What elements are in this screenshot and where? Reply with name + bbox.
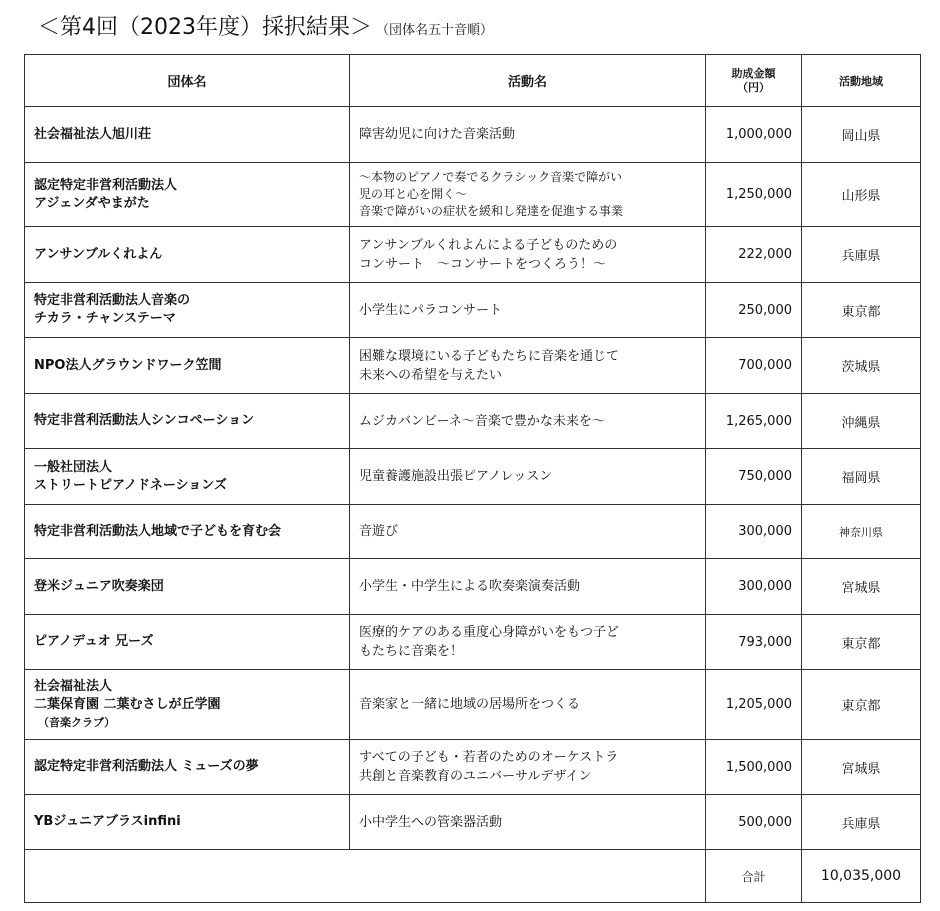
- region-cell: 沖縄県: [802, 394, 921, 449]
- org-name: チカラ・チャンステーマ: [34, 311, 176, 326]
- activity-cell: [350, 163, 706, 227]
- activity-cell: [350, 227, 706, 283]
- table-row: [25, 559, 921, 615]
- org-cell: [25, 227, 350, 283]
- activity-cell: [350, 740, 706, 795]
- results-table: [24, 54, 921, 903]
- org-name: NPO法人グラウンドワーク笠間: [34, 357, 222, 373]
- activity-name: 医療的ケアのある重度心身障がいをもつ子ど: [359, 625, 620, 640]
- header-activity: 活動名: [350, 55, 706, 107]
- total-value: 10,035,000: [802, 850, 921, 903]
- org-name: 認定特定非営利活動法人: [34, 177, 178, 193]
- org-name: 特定非営利活動法人地域で子どもを育む会: [34, 523, 282, 539]
- region-cell: 福岡県: [802, 449, 921, 505]
- amount-cell: 700,000: [706, 338, 802, 394]
- org-note: （音楽クラブ）: [38, 715, 116, 729]
- region-cell: 岡山県: [802, 107, 921, 163]
- org-cell: [25, 449, 350, 505]
- region-cell: 東京都: [802, 283, 921, 338]
- region-cell: 東京都: [802, 670, 921, 740]
- activity-name: 未来への希望を与えたい: [359, 367, 503, 383]
- region-cell: 兵庫県: [802, 227, 921, 283]
- amount-cell: 793,000: [706, 615, 802, 670]
- org-name: ストリートピアノドネーションズ: [34, 477, 227, 493]
- total-label: 合計: [706, 850, 802, 903]
- org-cell: [25, 283, 350, 338]
- amount-cell: 750,000: [706, 449, 802, 505]
- activity-name: コンサート 〜コンサートをつくろう！〜: [359, 256, 607, 272]
- table-row: [25, 505, 921, 559]
- region-cell: 茨城県: [802, 338, 921, 394]
- region-cell: 東京都: [802, 615, 921, 670]
- activity-name: 小中学生への管楽器活動: [359, 814, 503, 830]
- activity-name: 小学生にパラコンサート: [359, 302, 503, 318]
- header-amount: [706, 55, 802, 107]
- table-row: [25, 795, 921, 850]
- table-row: [25, 615, 921, 670]
- org-name: YBジュニアブラスinfini: [34, 814, 181, 829]
- amount-cell: 500,000: [706, 795, 802, 850]
- page-title-main: ＜第4回（2023年度）採択結果＞: [38, 15, 372, 40]
- region-cell: 宮城県: [802, 559, 921, 615]
- activity-cell: [350, 107, 706, 163]
- header-amount-line1: 助成金額: [731, 66, 776, 80]
- org-name: ピアノデュオ 兄ーズ: [34, 634, 154, 649]
- activity-cell: [350, 505, 706, 559]
- activity-name: 小学生・中学生による吹奏楽演奏活動: [359, 579, 581, 594]
- org-name: 登米ジュニア吹奏楽団: [34, 578, 164, 594]
- activity-name: すべての子ども・若者のためのオーケストラ: [359, 750, 619, 765]
- region-cell: 兵庫県: [802, 795, 921, 850]
- activity-cell: [350, 615, 706, 670]
- org-cell: [25, 394, 350, 449]
- header-org: 団体名: [25, 55, 350, 107]
- org-cell: [25, 615, 350, 670]
- org-cell: [25, 559, 350, 615]
- table-row: [25, 107, 921, 163]
- amount-cell: 1,205,000: [706, 670, 802, 740]
- activity-cell: [350, 670, 706, 740]
- activity-cell: [350, 449, 706, 505]
- org-name: アンサンブルくれよん: [34, 246, 163, 262]
- org-name: 一般社団法人: [34, 459, 113, 475]
- org-name: 二葉保育園 二葉むさしが丘学園: [34, 696, 221, 712]
- activity-name: 音遊び: [359, 524, 399, 539]
- table-row: [25, 740, 921, 795]
- org-name: 社会福祉法人旭川荘: [34, 126, 152, 142]
- activity-cell: [350, 795, 706, 850]
- amount-cell: 1,250,000: [706, 163, 802, 227]
- header-amount-line2: （円）: [737, 80, 770, 94]
- org-cell: [25, 670, 350, 740]
- table-header-row: [25, 55, 921, 107]
- amount-cell: 222,000: [706, 227, 802, 283]
- activity-name: 音楽で障がいの症状を緩和し発達を促進する事業: [359, 204, 624, 218]
- amount-cell: 1,000,000: [706, 107, 802, 163]
- table-row: [25, 449, 921, 505]
- org-name: 認定特定非営利活動法人 ミューズの夢: [34, 759, 259, 774]
- total-row: [25, 850, 921, 903]
- amount-cell: 1,265,000: [706, 394, 802, 449]
- table-row: [25, 670, 921, 740]
- activity-name: 児童養護施設出張ピアノレッスン: [359, 469, 553, 484]
- region-cell: 山形県: [802, 163, 921, 227]
- org-cell: [25, 107, 350, 163]
- activity-cell: [350, 283, 706, 338]
- activity-name: もたちに音楽を！: [359, 644, 464, 659]
- table-row: [25, 227, 921, 283]
- table-row: [25, 163, 921, 227]
- table-row: [25, 283, 921, 338]
- activity-name: 音楽家と一緒に地域の居場所をつくる: [359, 697, 581, 712]
- org-cell: [25, 505, 350, 559]
- table-row: [25, 338, 921, 394]
- activity-name: 困難な環境にいる子どもたちに音楽を通じて: [359, 348, 620, 364]
- org-name: 特定非営利活動法人シンコペーション: [34, 413, 255, 428]
- activity-name: 児の耳と心を開く〜: [359, 187, 468, 201]
- activity-name: アンサンブルくれよんによる子どものための: [359, 237, 618, 253]
- org-cell: [25, 163, 350, 227]
- org-name: アジェンダやまがた: [34, 195, 150, 211]
- org-cell: [25, 740, 350, 795]
- region-cell: 神奈川県: [802, 505, 921, 559]
- amount-cell: 1,500,000: [706, 740, 802, 795]
- activity-cell: [350, 338, 706, 394]
- page-title-sub: （団体名五十音順）: [376, 23, 494, 38]
- table-row: [25, 394, 921, 449]
- activity-name: 障害幼児に向けた音楽活動: [359, 127, 516, 142]
- org-cell: [25, 338, 350, 394]
- activity-name: 〜本物のピアノで奏でるクラシック音楽で障がい: [359, 170, 623, 184]
- region-cell: 宮城県: [802, 740, 921, 795]
- activity-name: 共創と音楽教育のユニバーサルデザイン: [359, 769, 592, 784]
- org-cell: [25, 795, 350, 850]
- activity-cell: [350, 394, 706, 449]
- total-empty-cell: [25, 850, 706, 903]
- amount-cell: 300,000: [706, 505, 802, 559]
- activity-name: ムジカバンビーネ〜音楽で豊かな未来を〜: [359, 413, 605, 429]
- header-region: 活動地域: [802, 55, 921, 107]
- org-name: 社会福祉法人: [34, 678, 113, 694]
- activity-cell: [350, 559, 706, 615]
- amount-cell: 250,000: [706, 283, 802, 338]
- page-title: [38, 10, 493, 41]
- org-name: 特定非営利活動法人音楽の: [34, 293, 191, 308]
- amount-cell: 300,000: [706, 559, 802, 615]
